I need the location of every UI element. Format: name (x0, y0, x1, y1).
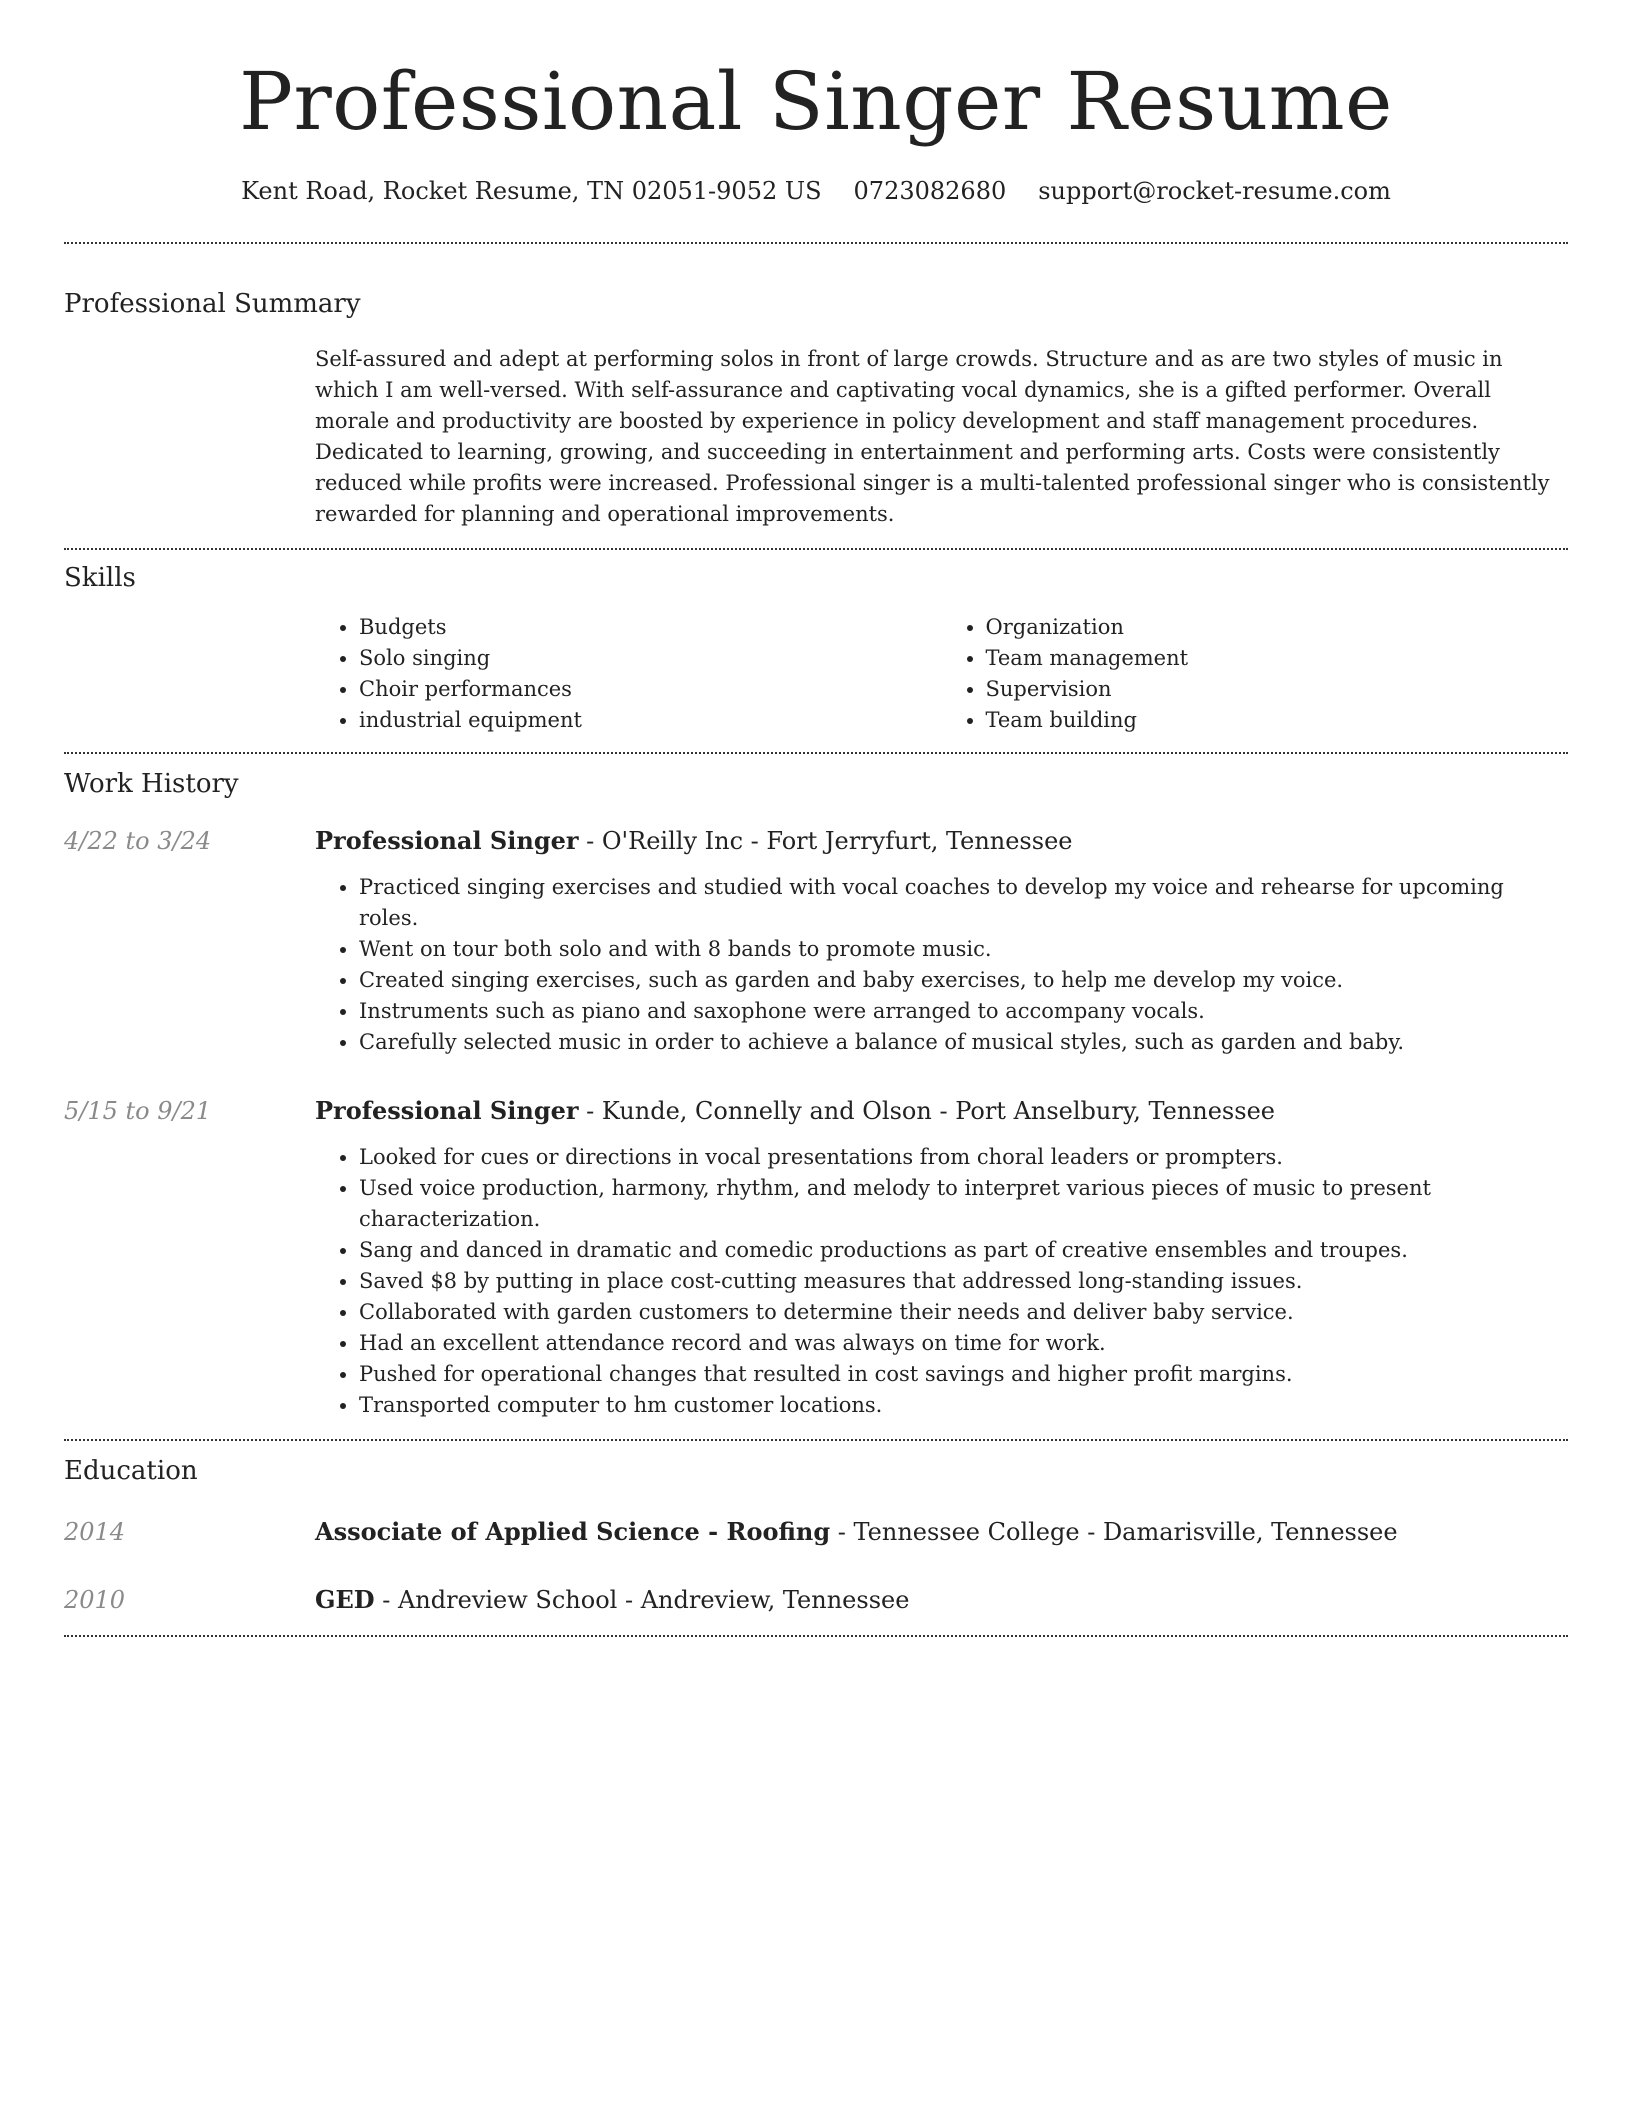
education-date: 2014 (64, 1518, 126, 1546)
work-bullet: • Pushed for operational changes that resulted in cost savings and higher profit margins. (359, 1359, 1568, 1390)
summary-heading: Professional Summary (64, 289, 361, 319)
contact-phone: 0723082680 (853, 177, 1007, 205)
education-degree: GED (315, 1585, 375, 1614)
education-body (315, 1583, 1568, 1617)
education-entries (64, 1515, 1568, 1635)
education-body (315, 1515, 1568, 1549)
work-bullet: • Saved $8 by putting in place cost-cutting measures that addressed long-standing issues. (359, 1266, 1568, 1297)
work-role: Professional Singer (315, 826, 579, 855)
work-bullet: • Collaborated with garden customers to determine their needs and deliver baby service. (359, 1297, 1568, 1328)
work-bullet: • Used voice production, harmony, rhythm, and melody to interpret various pieces of music to present characterization. (359, 1173, 1568, 1235)
education-school: - Andreview School - Andreview, Tennessee (374, 1586, 910, 1614)
education-entry (64, 1515, 1568, 1549)
work-bullet: • Sang and danced in dramatic and comedic productions as part of creative ensembles and troupes. (359, 1235, 1568, 1266)
skills-list-left (315, 612, 942, 736)
work-date: 4/22 to 3/24 (64, 827, 212, 855)
education-heading-line (315, 1583, 1568, 1617)
contact-email: support@rocket-resume.com (1038, 177, 1391, 205)
work-bullet: • Instruments such as piano and saxophone were arranged to accompany vocals. (359, 996, 1568, 1027)
work-entries (64, 824, 1568, 1439)
work-heading-line (315, 1094, 1568, 1128)
skills-section (64, 550, 1568, 752)
contact-address: Kent Road, Rocket Resume, TN 02051-9052 US (241, 177, 822, 205)
work-bullet: • Went on tour both solo and with 8 bands to promote music. (359, 934, 1568, 965)
work-entry (64, 1094, 1568, 1421)
work-employer: - Kunde, Connelly and Olson - Port Anselbury, Tennessee (578, 1097, 1275, 1125)
skill-item: • Solo singing (359, 643, 942, 674)
skill-item: • Choir performances (359, 674, 942, 705)
work-role: Professional Singer (315, 1096, 579, 1125)
contact-info (64, 174, 1568, 208)
education-section (64, 1441, 1568, 1635)
work-body (315, 1094, 1568, 1421)
section-divider (64, 1635, 1568, 1637)
education-entry (64, 1583, 1568, 1617)
skill-item: • Supervision (986, 674, 1569, 705)
skill-item: • Team building (986, 705, 1569, 736)
work-entry (64, 824, 1568, 1058)
education-heading-line (315, 1515, 1568, 1549)
work-date: 5/15 to 9/21 (64, 1097, 212, 1125)
work-heading-line (315, 824, 1568, 858)
work-employer: - O'Reilly Inc - Fort Jerryfurt, Tennessee (578, 827, 1073, 855)
skill-item: • Budgets (359, 612, 942, 643)
work-body (315, 824, 1568, 1058)
skill-item: • Organization (986, 612, 1569, 643)
education-degree: Associate of Applied Science - Roofing (315, 1517, 831, 1546)
resume-title: Professional Singer Resume (239, 55, 1393, 148)
skill-item: • Team management (986, 643, 1569, 674)
summary-text: Self-assured and adept at performing solos in front of large crowds. Structure and as are two styles of music in which I am well-versed. With self-assurance and captivating vocal dynamics, she is a gifted performer. Overall morale and productivity are boosted by experience in policy development and staff management procedures. Dedicated to learning, growing, and succeeding in entertainment and performing arts. Costs were consistently reduced while profits were increased. Professional singer is a multi-talented professional singer who is consistently rewarded for planning and operational improvements. (315, 347, 1550, 526)
skills-list-right (942, 612, 1569, 736)
education-date: 2010 (64, 1586, 126, 1614)
work-bullet: • Had an excellent attendance record and was always on time for work. (359, 1328, 1568, 1359)
summary-section (64, 244, 1568, 548)
skills-grid (315, 612, 1568, 752)
education-school: - Tennessee College - Damarisville, Tennessee (830, 1518, 1398, 1546)
work-bullet: • Transported computer to hm customer locations. (359, 1390, 1568, 1421)
education-heading: Education (64, 1456, 198, 1486)
work-bullet: • Looked for cues or directions in vocal presentations from choral leaders or prompters. (359, 1142, 1568, 1173)
work-section (64, 754, 1568, 1439)
skills-heading: Skills (64, 563, 136, 593)
work-bullet: • Carefully selected music in order to achieve a balance of musical styles, such as garden and baby. (359, 1027, 1568, 1058)
work-heading: Work History (64, 769, 239, 799)
work-bullet: • Created singing exercises, such as garden and baby exercises, to help me develop my voice. (359, 965, 1568, 996)
work-bullet: • Practiced singing exercises and studied with vocal coaches to develop my voice and rehearse for upcoming roles. (359, 872, 1568, 934)
skill-item: • industrial equipment (359, 705, 942, 736)
work-bullets (315, 872, 1568, 1058)
work-bullets (315, 1142, 1568, 1421)
